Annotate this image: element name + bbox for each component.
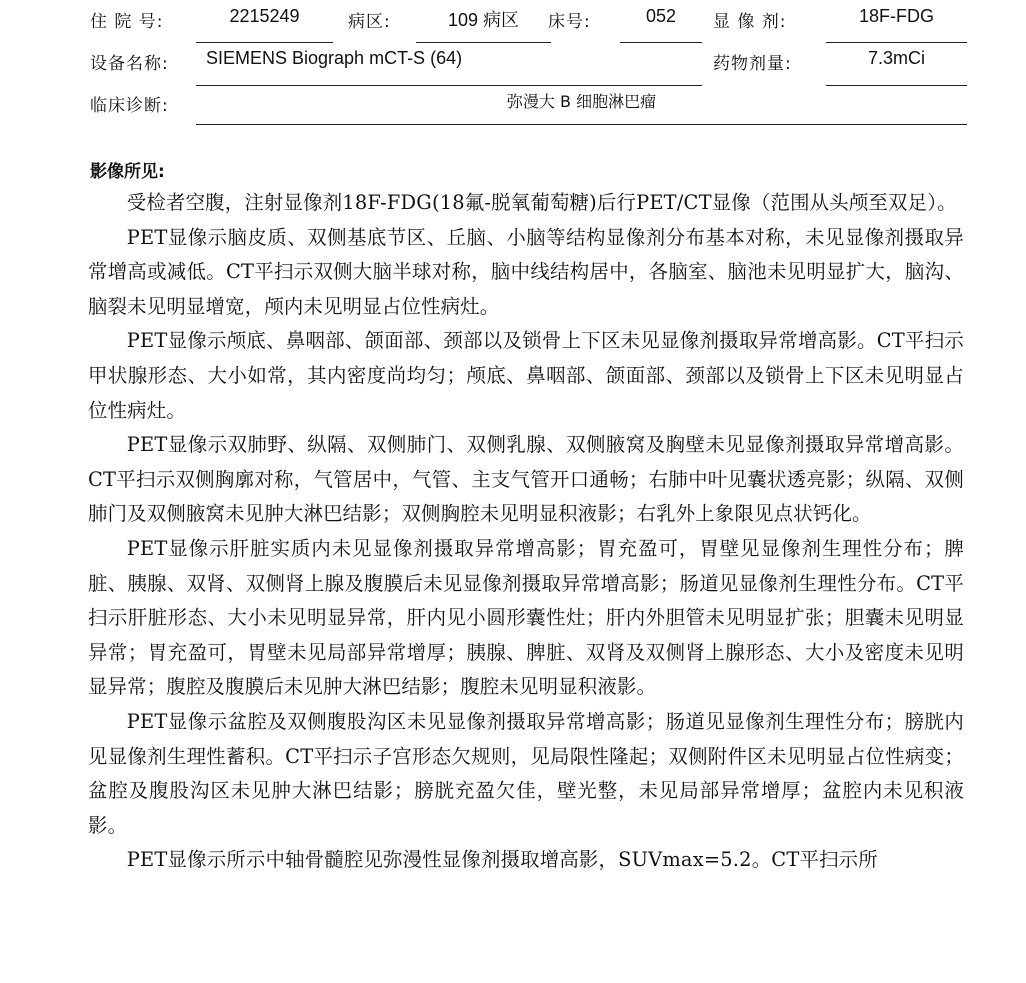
findings-body [88, 186, 964, 878]
tracer-label: 显 像 剂: [713, 12, 787, 32]
findings-paragraph: PET显像示盆腔及双侧腹股沟区未见显像剂摄取异常增高影；肠道见显像剂生理性分布；膀胱内见显像剂生理性蓄积。CT平扫示子宫形态欠规则，见局限性隆起；双侧附件区未见明显占位性病变；盆腔及腹股沟区未见肿大淋巴结影；膀胱充盈欠佳，壁光整，未见局部异常增厚；盆腔内未见积液影。 [88, 709, 964, 837]
device-value: SIEMENS Biograph mCT-S (64) [206, 48, 463, 68]
dose-underline [826, 85, 967, 86]
findings-title: 影像所见: [90, 162, 165, 182]
admission-no-value: 2215249 [229, 6, 300, 26]
diagnosis-underline [196, 124, 967, 125]
tracer-underline [826, 42, 967, 43]
device-label: 设备名称: [90, 54, 169, 74]
findings-paragraph: 受检者空腹，注射显像剂18F-FDG(18氟-脱氧葡萄糖)后行PET/CT显像（范围从头颅至双足）。 [126, 191, 957, 214]
ward-label: 病区: [348, 12, 391, 32]
bed-underline [620, 42, 702, 43]
device-underline [196, 85, 702, 86]
diagnosis-label: 临床诊断: [90, 96, 169, 116]
findings-paragraph: PET显像示双肺野、纵隔、双侧肺门、双侧乳腺、双侧腋窝及胸壁未见显像剂摄取异常增高影。CT平扫示双侧胸廓对称，气管居中，气管、主支气管开口通畅；右肺中叶见囊状透亮影；纵隔、双侧肺门及双侧腋窝未见肿大淋巴结影；双侧胸腔未见明显积液影；右乳外上象限见点状钙化。 [88, 433, 964, 526]
dose-label: 药物剂量: [713, 54, 792, 74]
bed-label: 床号: [548, 12, 591, 32]
ward-underline [416, 42, 551, 43]
bed-value: 052 [645, 6, 677, 26]
findings-paragraph: PET显像示所示中轴骨髓腔见弥漫性显像剂摄取增高影，SUVmax=5.2。CT平扫示所 [126, 848, 878, 872]
ward-value: 109 病区 [447, 10, 520, 30]
diagnosis-value: 弥漫大 B 细胞淋巴瘤 [506, 92, 657, 111]
tracer-value: 18F-FDG [858, 6, 934, 26]
dose-value: 7.3mCi [867, 48, 925, 68]
findings-paragraph: PET显像示颅底、鼻咽部、颌面部、颈部以及锁骨上下区未见显像剂摄取异常增高影。CT平扫示甲状腺形态、大小如常，其内密度尚均匀；颅底、鼻咽部、颌面部、颈部以及锁骨上下区未见明显占位性病灶。 [88, 329, 964, 422]
findings-paragraph: PET显像示肝脏实质内未见显像剂摄取异常增高影；胃充盈可，胃壁见显像剂生理性分布；脾脏、胰腺、双肾、双侧肾上腺及腹膜后未见显像剂摄取异常增高影；肠道见显像剂生理性分布。CT平扫示肝脏形态、大小未见明显异常，肝内见小圆形囊性灶；肝内外胆管未见明显扩张；胆囊未见明显异常；胃充盈可，胃壁未见局部异常增厚；胰腺、脾脏、双肾及双侧肾上腺形态、大小及密度未见明显异常；腹腔及腹膜后未见肿大淋巴结影；腹腔未见明显积液影。 [88, 536, 964, 699]
admission-no-label: 住 院 号: [90, 12, 164, 32]
findings-paragraph: PET显像示脑皮质、双侧基底节区、丘脑、小脑等结构显像剂分布基本对称，未见显像剂摄取异常增高或减低。CT平扫示双侧大脑半球对称，脑中线结构居中，各脑室、脑池未见明显扩大，脑沟、脑裂未见明显增宽，颅内未见明显占位性病灶。 [88, 225, 964, 318]
admission-no-underline [196, 42, 333, 43]
